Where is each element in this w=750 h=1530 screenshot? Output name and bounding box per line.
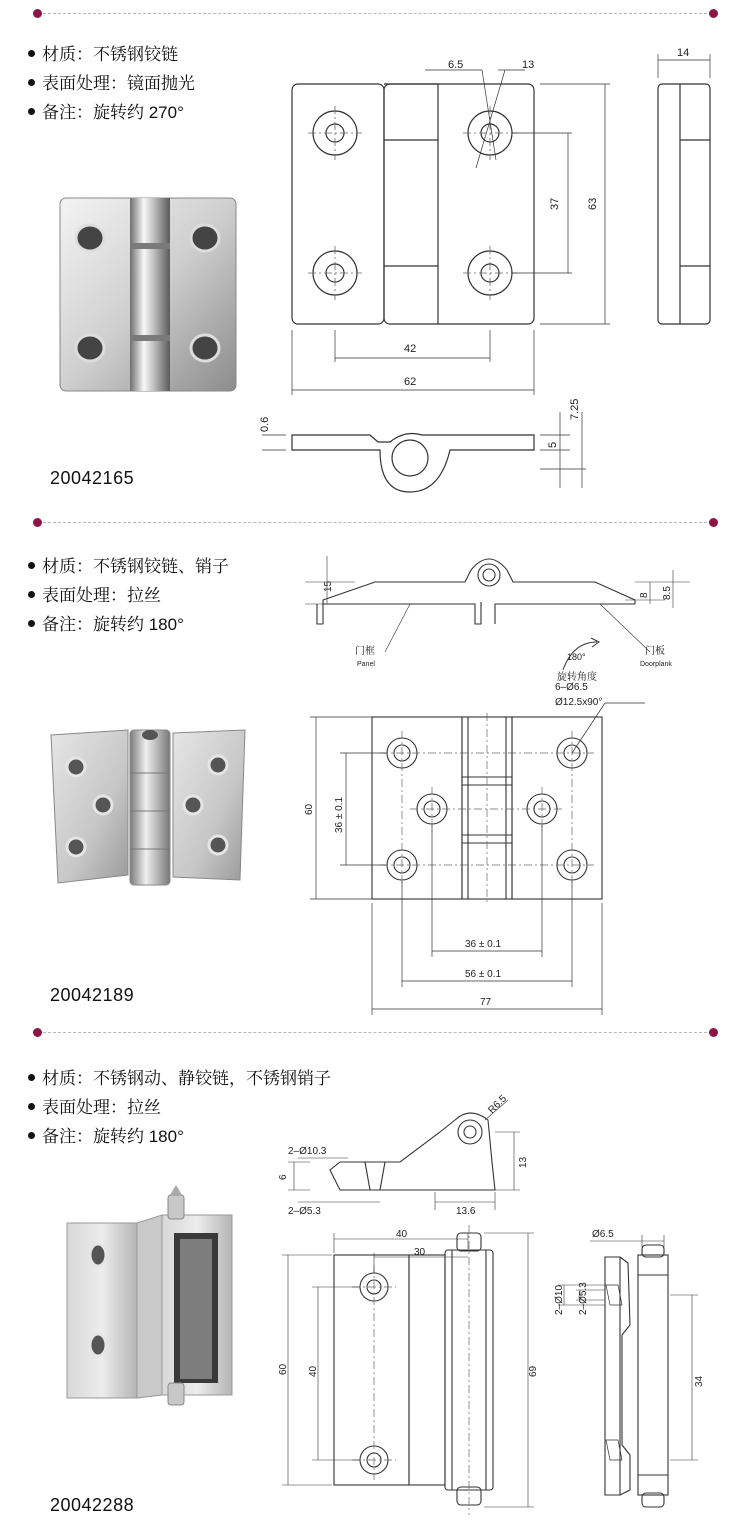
spec-note: 备注：旋转约 270° [28,98,195,127]
product-photo [62,1185,237,1410]
dim-w30: 30 [414,1247,426,1258]
section-view-drawing [270,1092,550,1222]
dim-sink: 13 [522,59,535,71]
dim-width: 77 [480,997,492,1008]
spec-note: 备注：旋转约 180° [28,1122,331,1151]
dim-w136: 13.6 [456,1206,476,1217]
dim-width: 62 [404,376,417,388]
dim-h69: 69 [528,1365,539,1377]
dim-h6: 6 [278,1174,289,1180]
dim-pin: Ø6.5 [592,1229,614,1240]
dim-pitch-v: 36 ± 0.1 [334,796,345,833]
holes-spec: 6–Ø6.5 [555,682,588,693]
panel-label: 门框 [355,646,375,657]
dim-side-hole: 2–Ø5.3 [578,1282,589,1315]
spec-list [28,552,229,639]
spec-note: 备注：旋转约 180° [28,610,229,639]
product-section-3 [0,1030,750,1530]
dim-thick: 0.6 [259,416,271,432]
dim-85: 8.5 [662,586,673,600]
door-label: 门板 [645,646,665,657]
dim-pitch-v: 37 [549,197,561,210]
door-label-en: Doorplank [640,661,672,668]
front-view-drawing [272,1225,542,1525]
dim-countersink: 2–Ø10.3 [288,1146,327,1157]
dim-h13: 13 [518,1156,529,1168]
dim-side-width: 14 [677,47,690,59]
front-view-drawing [300,675,640,1008]
dim-hole: 6.5 [448,59,464,71]
dim-h34: 34 [694,1375,705,1387]
product-photo [55,195,240,395]
spec-list [28,40,195,127]
rotation-label: 旋转角度 [557,672,597,683]
panel-label-en: Panel [357,661,375,668]
spec-material: 材质：不锈钢铰链、销子 [28,552,229,581]
dim-side-cs: 2–Ø10 [554,1284,565,1315]
product-section-1 [0,0,750,515]
side-view-drawing [550,1229,710,1530]
dim-pitch-in: 36 ± 0.1 [465,939,502,950]
spec-finish: 表面处理：拉丝 [28,581,229,610]
dim-height: 63 [587,197,599,210]
dim-w40: 40 [396,1229,408,1240]
dim-radius: R6.5 [486,1093,510,1117]
product-section-2 [0,520,750,1025]
dim-h60: 60 [278,1363,289,1375]
dim-8: 8 [639,592,650,598]
product-code: 20042288 [50,1495,135,1515]
dim-pitch-out: 56 ± 0.1 [465,969,502,980]
dim-height: 60 [304,803,315,815]
spec-material: 材质：不锈钢动、静铰链，不锈钢销子 [28,1064,331,1093]
spec-finish: 表面处理：镜面抛光 [28,69,195,98]
spec-finish: 表面处理：拉丝 [28,1093,331,1122]
dim-knuckle: 7.25 [569,398,581,420]
technical-drawing [250,40,720,500]
rotation-degree: 180° [567,652,586,662]
product-code: 20042189 [50,985,135,1005]
spec-material: 材质：不锈钢铰链 [28,40,195,69]
dim-leaf: 5 [547,441,559,448]
product-photo [48,725,248,890]
product-code: 20042165 [50,468,135,488]
dim-15: 15 [323,580,334,592]
dim-pitch-h: 42 [404,343,417,355]
dim-h40: 40 [308,1365,319,1377]
countersink-spec: Ø12.5x90° [555,697,603,708]
side-view-drawing [295,542,715,692]
dim-hole: 2–Ø5.3 [288,1206,321,1217]
